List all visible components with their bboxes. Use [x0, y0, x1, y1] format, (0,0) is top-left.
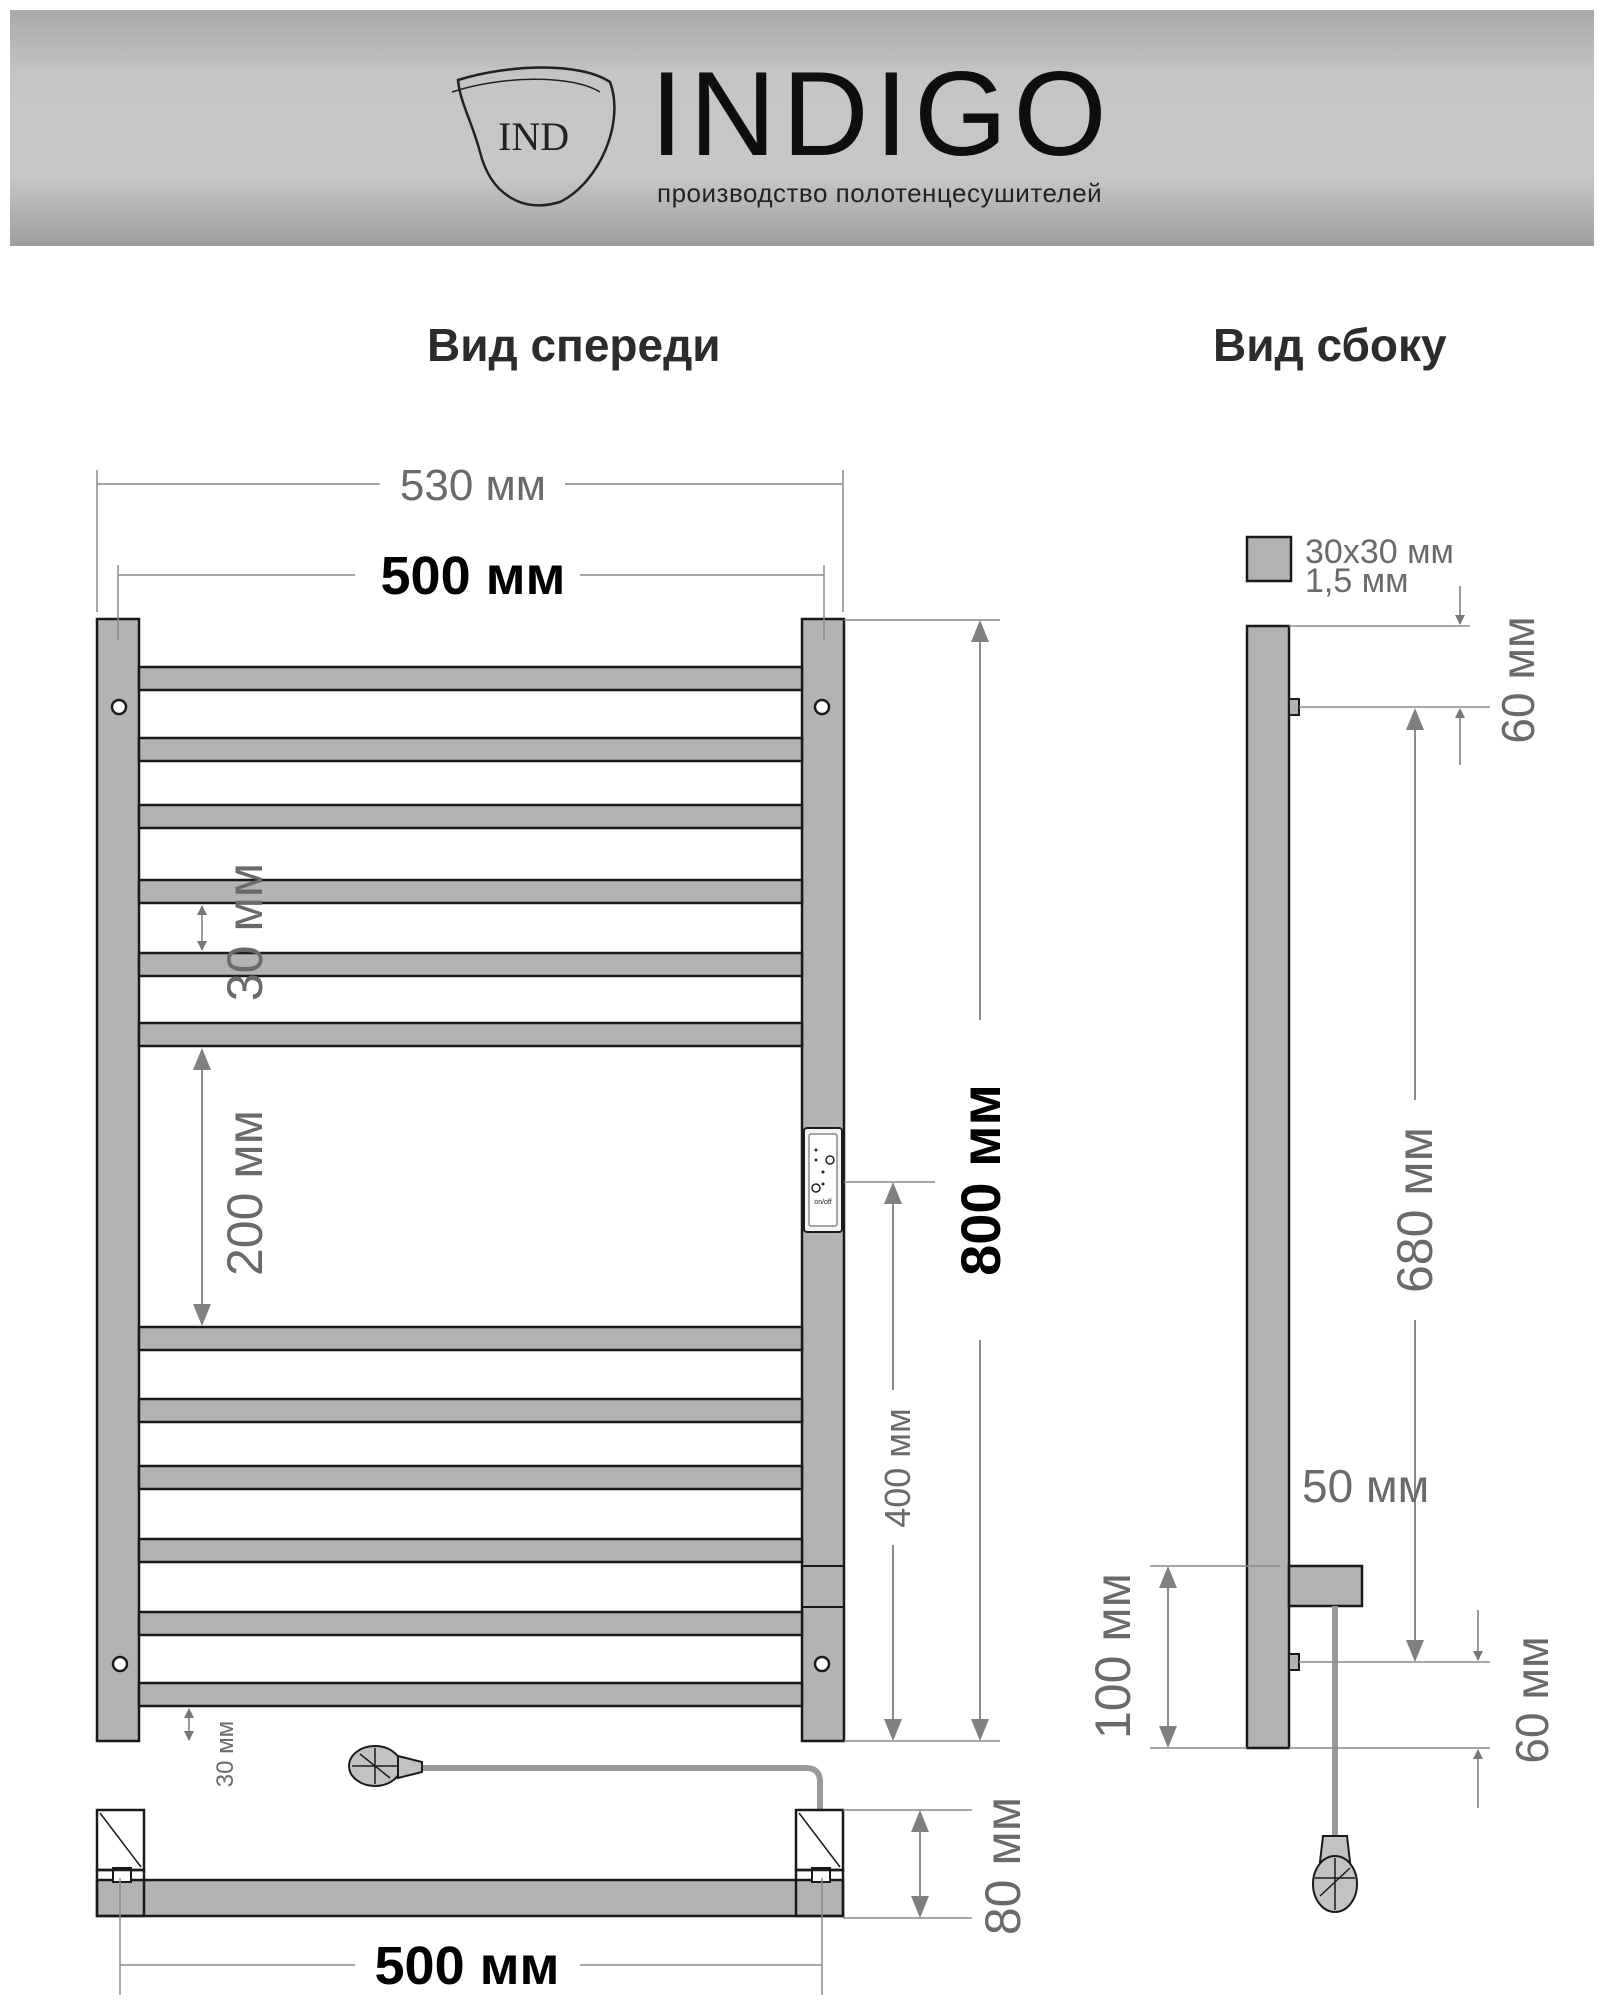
- height-label: 800 мм: [949, 1084, 1012, 1276]
- top-offset-label: 60 мм: [1492, 616, 1544, 744]
- thermostat-control: [804, 1128, 842, 1232]
- left-post: [97, 619, 139, 1741]
- connector-height-label: 100 мм: [1085, 1572, 1141, 1740]
- crossbar: [139, 1023, 802, 1046]
- crossbar: [139, 1399, 802, 1422]
- mount-hole: [815, 1657, 829, 1671]
- mount-distance-label: 680 мм: [1387, 1126, 1443, 1294]
- top-rail: [97, 1880, 843, 1916]
- thermostat-label: on/off: [814, 1199, 832, 1206]
- brand-tagline: производство полотенцесушителей: [657, 178, 1103, 208]
- brand-name: INDIGO: [650, 47, 1113, 181]
- connector-length-label: 50 мм: [1302, 1460, 1430, 1512]
- side-view: [1085, 533, 1558, 1912]
- bottom-offset-label: 30 мм: [212, 1720, 239, 1788]
- side-post: [1247, 626, 1289, 1748]
- gap-label: 200 мм: [217, 1109, 273, 1277]
- mount-hole: [112, 700, 126, 714]
- depth-label: 80 мм: [975, 1796, 1031, 1936]
- wall-bracket-bottom: [1289, 1654, 1299, 1670]
- front-view: [97, 461, 1012, 1787]
- profile-size-label: 30х30 мм: [1305, 533, 1454, 571]
- side-plug-icon: [1313, 1836, 1357, 1912]
- control-height-label: 400 мм: [877, 1408, 918, 1528]
- overall-width-label: 530 мм: [399, 461, 547, 510]
- logo-initials: IND: [498, 114, 570, 159]
- crossbar: [139, 667, 802, 690]
- center-width-label: 500 мм: [380, 546, 566, 606]
- wall-thickness-label: 1,5 мм: [1305, 562, 1409, 600]
- crossbar: [139, 1539, 802, 1562]
- crossbar: [139, 1683, 802, 1706]
- power-plug-icon: [349, 1746, 422, 1786]
- mount-hole: [815, 700, 829, 714]
- bar-spacing-label: 30 мм: [217, 862, 273, 1002]
- cable-connector: [1289, 1566, 1362, 1606]
- crossbar: [139, 1327, 802, 1350]
- side-view-title: Вид сбоку: [1213, 319, 1447, 371]
- top-view-width-label: 500 мм: [374, 1936, 560, 1996]
- crossbar: [139, 1466, 802, 1489]
- crossbar: [139, 805, 802, 828]
- profile-swatch: [1247, 537, 1291, 581]
- bottom-offset-side-label: 60 мм: [1506, 1636, 1558, 1764]
- wall-bracket-top: [1289, 699, 1299, 715]
- crossbar: [139, 1612, 802, 1635]
- mount-hole: [113, 1657, 127, 1671]
- front-view-title: Вид спереди: [427, 319, 721, 371]
- crossbar: [139, 738, 802, 761]
